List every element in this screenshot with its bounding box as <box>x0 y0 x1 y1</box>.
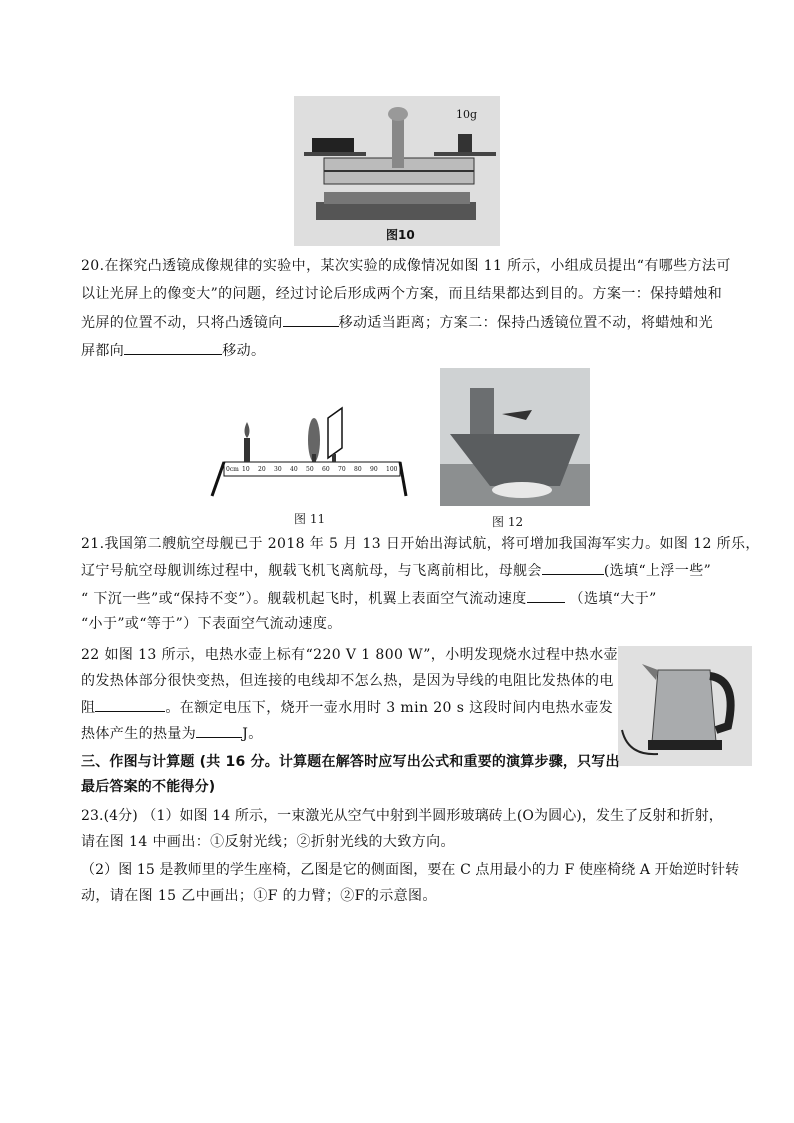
q21-line-2-text-a: 辽宁号航空母舰训练过程中，舰载飞机飞离航母，与飞离前相比，母舰会 <box>81 563 542 579</box>
q23-line-3: （2）图 15 是教师里的学生座椅，乙图是它的侧面图，要在 C 点用最小的力 F 使座椅绕 A 开始逆时针转 <box>81 862 740 878</box>
q20-blank-1[interactable] <box>283 312 339 327</box>
weight-label: 10g <box>456 108 478 121</box>
q22-blank-1[interactable] <box>95 697 165 712</box>
q20-line-3 <box>81 312 713 333</box>
figure-11-optical-bench <box>208 404 408 500</box>
q21-line-3-text-b: （选填“大于” <box>564 591 657 607</box>
q22-line-3 <box>81 697 613 718</box>
q20-line-3-text-b: 移动适当距离；方案二：保持凸透镜位置不动，将蜡烛和光 <box>338 315 714 331</box>
section-3-heading-line-1: 三、作图与计算题 (共 16 分。计算题在解答时应写出公式和重要的演算步骤，只写出 <box>81 754 620 770</box>
figure-10-caption: 图10 <box>386 228 415 242</box>
q23-line-1: 23.(4分) （1）如图 14 所示，一束激光从空气中射到半圆形玻璃砖上(O为圆心)，发生了反射和折射， <box>81 808 723 824</box>
optical-bench-illustration <box>208 404 408 500</box>
q22-line-2: 的发热体部分很快变热，但连接的电线却不怎么热，是因为导线的电阻比发热体的电 <box>81 673 614 689</box>
q21-line-2-text-b: (选填“上浮一些” <box>603 563 712 579</box>
bench-scale-label: 40 <box>290 466 298 473</box>
figure-12-caption: 图 12 <box>492 515 524 529</box>
figure-11-caption: 图 11 <box>294 512 326 526</box>
q21-line-4: “小于”或“等于”）下表面空气流动速度。 <box>81 616 342 632</box>
q21-line-3 <box>81 588 657 609</box>
q23-line-4: 动，请在图 15 乙中画出；①F 的力臂；②F的示意图。 <box>81 888 437 904</box>
q22-line-3-text-a: 阻 <box>81 700 96 716</box>
kettle-illustration <box>618 646 752 766</box>
q21-blank-2[interactable] <box>527 588 565 603</box>
bench-scale-labels <box>226 463 400 475</box>
bench-scale-label: 10 <box>242 466 250 473</box>
q21-line-3-text-a: “ 下沉一些”或“保持不变”）。舰载机起飞时，机翼上表面空气流动速度 <box>81 591 527 607</box>
q20-blank-2[interactable] <box>124 340 222 355</box>
q21-line-2 <box>81 560 711 581</box>
q20-line-1: 20.在探究凸透镜成像规律的实验中，某次实验的成像情况如图 11 所示，小组成员提出“有哪些方法可 <box>81 258 731 274</box>
bench-scale-label: 30 <box>274 466 282 473</box>
q21-blank-1[interactable] <box>542 560 604 575</box>
bench-scale-label: 20 <box>258 466 266 473</box>
q20-line-4-text-a: 屏都向 <box>81 343 125 359</box>
q20-line-4 <box>81 340 265 361</box>
carrier-illustration <box>440 368 590 506</box>
q22-blank-2[interactable] <box>196 723 242 738</box>
q20-line-2: 以让光屏上的像变大”的问题，经过讨论后形成两个方案，而且结果都达到目的。方案一：保持蜡烛和 <box>81 286 723 302</box>
q21-line-1: 21.我国第二艘航空母舰已于 2018 年 5 月 13 日开始出海试航，将可增加我国海军实力。如图 12 所乐， <box>81 536 760 552</box>
section-3-heading-line-2: 最后答案的不能得分) <box>81 779 216 795</box>
bench-scale-label: 90 <box>370 466 378 473</box>
q20-line-3-text-a: 光屏的位置不动，只将凸透镜向 <box>81 315 283 331</box>
figure-10-balance-photo <box>294 96 500 246</box>
bench-scale-label: 50 <box>306 466 314 473</box>
figure-13-kettle-photo <box>618 646 752 766</box>
q22-line-4-text-b: J。 <box>242 726 263 742</box>
q23-line-2: 请在图 14 中画出：①反射光线；②折射光线的大致方向。 <box>81 834 455 850</box>
bench-scale-label: 70 <box>338 466 346 473</box>
bench-scale-label: 100 <box>386 466 398 473</box>
figure-12-carrier-photo <box>440 368 590 506</box>
bench-scale-label: 60 <box>322 466 330 473</box>
q22-line-4-text-a: 热体产生的热量为 <box>81 726 197 742</box>
q20-line-4-text-b: 移动。 <box>222 343 266 359</box>
q22-line-1: 22 如图 13 所示，电热水壶上标有“220 V 1 800 W”，小明发现烧水过程中热水壶 <box>81 647 619 663</box>
bench-scale-label: 80 <box>354 466 362 473</box>
bench-scale-label: 0cm <box>226 466 239 473</box>
q22-line-4 <box>81 723 263 744</box>
q22-line-3-text-b: 。在额定电压下，烧开一壶水用时 3 min 20 s 这段时间内电热水壶发 <box>165 700 614 716</box>
